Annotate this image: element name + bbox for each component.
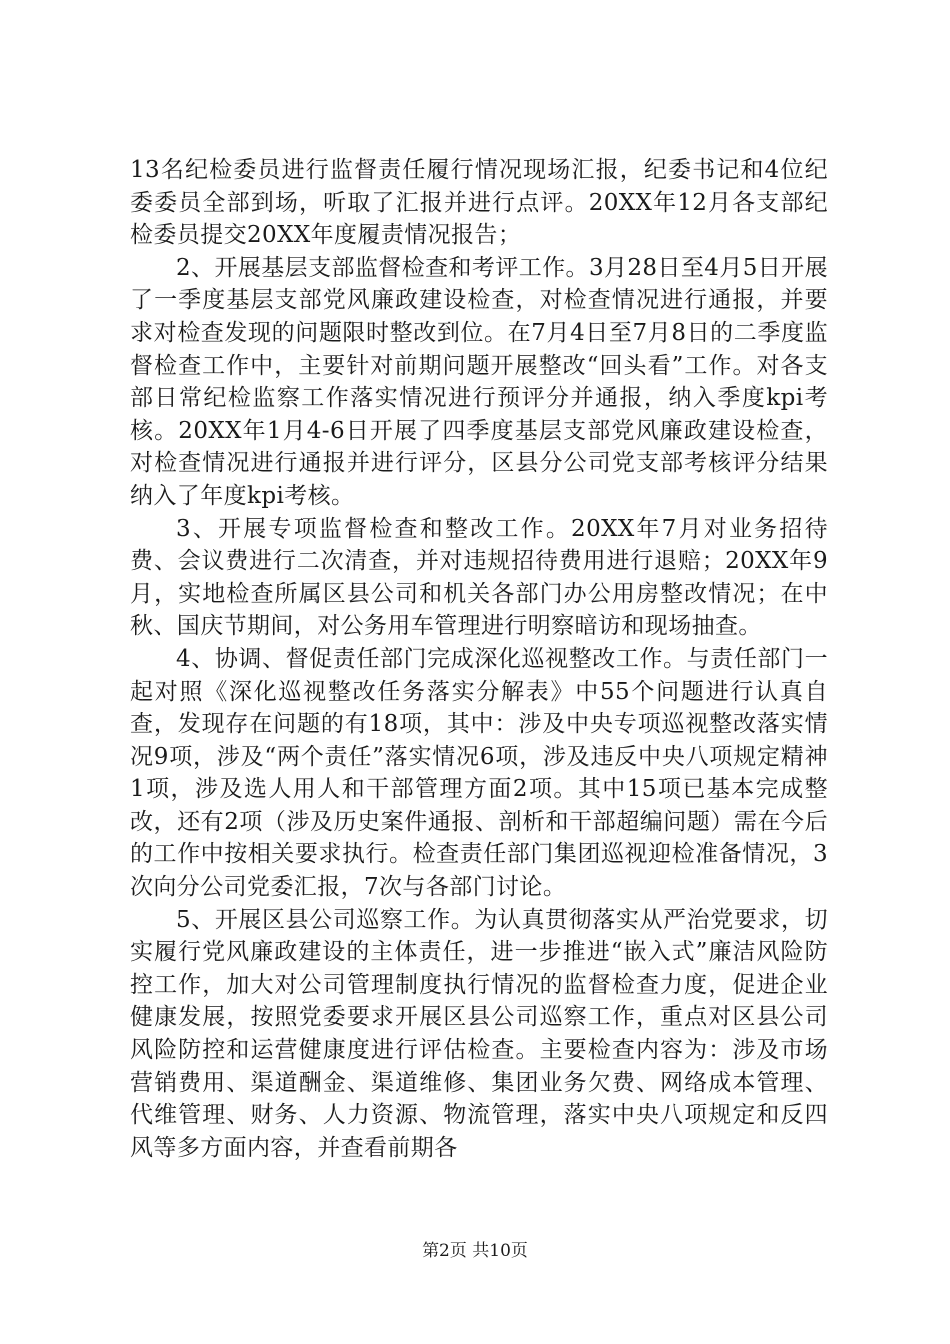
paragraph-item-5: 5、开展区县公司巡察工作。为认真贯彻落实从严治党要求，切实履行党风廉政建设的主体责任，进一步推进“嵌入式”廉洁风险防控工作，加大对公司管理制度执行情况的监督检查力度，促进企业健康发展，按照党委要求开展区县公司巡察工作，重点对区县公司风险防控和运营健康度进行评估检查。主要检查内容为：涉及市场营销费用、渠道酬金、渠道维修、集团业务欠费、网络成本管理、代维管理、财务、人力资源、物流管理，落实中央八项规定和反四风等多方面内容，并查看前期各 <box>130 906 828 1161</box>
paragraph-continuation: 13名纪检委员进行监督责任履行情况现场汇报，纪委书记和4位纪委委员全部到场，听取了汇报并进行点评。20XX年12月各支部纪检委员提交20XX年度履责情况报告； <box>130 157 828 249</box>
paragraph-item-2: 2、开展基层支部监督检查和考评工作。3月28日至4月5日开展了一季度基层支部党风廉政建设检查，对检查情况进行通报，并要求对检查发现的问题限时整改到位。在7月4日至7月8日的二季度监督检查工作中，主要针对前期问题开展整改“回头看”工作。对各支部日常纪检监察工作落实情况进行预评分并通报，纳入季度kpi考核。20XX年1月4-6日开展了四季度基层支部党风廉政建设检查，对检查情况进行通报并进行评分，区县分公司党支部考核评分结果纳入了年度kpi考核。 <box>130 254 828 509</box>
paragraph-item-4: 4、协调、督促责任部门完成深化巡视整改工作。与责任部门一起对照《深化巡视整改任务落实分解表》中55个问题进行认真自查，发现存在问题的有18项，其中：涉及中央专项巡视整改落实情况9项，涉及“两个责任”落实情况6项，涉及违反中央八项规定精神1项，涉及选人用人和干部管理方面2项。其中15项已基本完成整改，还有2项（涉及历史案件通报、剖析和干部超编问题）需在今后的工作中按相关要求执行。检查责任部门集团巡视迎检准备情况，3次向分公司党委汇报，7次与各部门讨论。 <box>130 645 828 901</box>
document-body <box>130 154 828 1164</box>
page-number-label: 第2页 共10页 <box>422 1241 528 1261</box>
paragraph-item-3: 3、开展专项监督检查和整改工作。20XX年7月对业务招待费、会议费进行二次清查，并对违规招待费用进行退赔；20XX年9月，实地检查所属区县公司和机关各部门办公用房整改情况；在中秋、国庆节期间，对公务用车管理进行明察暗访和现场抽查。 <box>130 515 828 640</box>
page-footer <box>0 1240 950 1262</box>
